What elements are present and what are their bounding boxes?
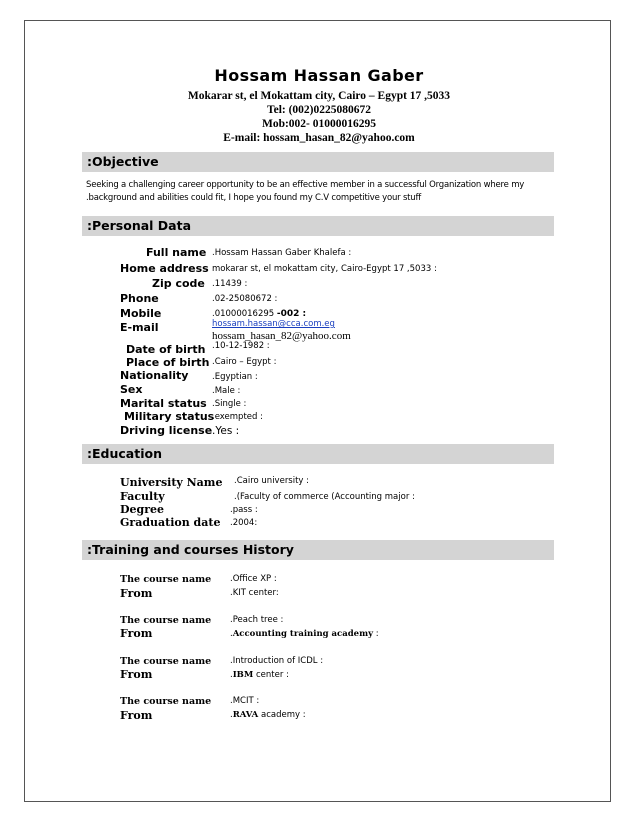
value-from: .Accounting training academy : (230, 629, 379, 639)
value-graduation-date: .2004: (230, 518, 258, 528)
value-university-name: .Cairo university : (234, 476, 310, 486)
value-driving-license: .Yes : (212, 425, 240, 437)
value-faculty: .(Faculty of commerce (Accounting major : (234, 492, 415, 502)
value-from: .IBM center : (230, 670, 289, 680)
label-faculty: Faculty (120, 490, 165, 503)
value-date-of-birth: .10-12-1982 : (212, 341, 270, 351)
value-nationality: .Egyptian : (212, 372, 258, 382)
value-mobile: .01000016295 -002 : (212, 309, 307, 319)
label-phone: Phone (120, 292, 159, 305)
value-marital-status: .Single : (212, 399, 247, 409)
training-heading: :Training and courses History (82, 540, 554, 560)
value-phone: .02-25080672 : (212, 294, 278, 304)
header-mob: Mob:002- 01000016295 (261, 118, 377, 130)
value-place-of-birth: .Cairo – Egypt : (212, 357, 277, 367)
education-heading: :Education (82, 444, 554, 464)
label-full-name: Full name (146, 246, 207, 259)
value-course-name: .Introduction of ICDL : (230, 656, 324, 666)
value-from: .KIT center: (230, 588, 279, 598)
objective-line-1: Seeking a challenging career opportunity to be an effective member in a successful Organization where my (86, 180, 525, 190)
label-course-name: The course name (120, 696, 212, 707)
label-marital-status: Marital status (120, 397, 207, 410)
personal-data-heading: :Personal Data (82, 216, 554, 236)
label-nationality: Nationality (120, 369, 189, 382)
label-course-name: The course name (120, 656, 212, 667)
label-graduation-date: Graduation date (120, 516, 221, 529)
label-course-name: The course name (120, 615, 212, 626)
label-sex: Sex (120, 383, 143, 396)
label-date-of-birth: Date of birth (126, 343, 206, 356)
label-from: From (120, 627, 153, 640)
header-email: E-mail: hossam_hasan_82@yahoo.com (223, 132, 415, 144)
objective-line-2: .background and abilities could fit, I hope you found my C.V competitive your stuff (86, 193, 422, 203)
value-home-address: mokarar st, el mokattam city, Cairo-Egypt 17 ,5033 : (212, 264, 437, 274)
label-email: E-mail (120, 321, 159, 334)
value-degree: .pass : (230, 505, 258, 515)
value-course-name: .Office XP : (230, 574, 277, 584)
label-mobile: Mobile (120, 307, 162, 320)
label-university-name: University Name (120, 476, 223, 489)
email-link[interactable]: hossam.hassan@cca.com.eg (212, 319, 335, 329)
label-home-address: Home address (120, 262, 209, 275)
objective-heading: :Objective (82, 152, 554, 172)
value-military-status: .exempted : (212, 412, 263, 422)
value-full-name: .Hossam Hassan Gaber Khalefa : (212, 248, 352, 258)
value-zip-code: .11439 : (212, 279, 248, 289)
label-zip-code: Zip code (152, 277, 205, 290)
candidate-name: Hossam Hassan Gaber (214, 66, 424, 85)
label-degree: Degree (120, 503, 165, 516)
value-email-2: hossam_hasan_82@yahoo.com (212, 330, 351, 342)
label-from: From (120, 709, 153, 722)
value-course-name: .Peach tree : (230, 615, 284, 625)
value-from: .RAVA academy : (230, 710, 306, 720)
header-address: Mokarar st, el Mokattam city, Cairo – Egypt 17 ,5033 (187, 90, 451, 102)
label-driving-license: Driving license (120, 424, 213, 437)
label-place-of-birth: Place of birth (126, 356, 210, 369)
header-tel: Tel: (002)0225080672 (266, 104, 372, 116)
label-military-status: Military status (124, 410, 215, 423)
value-course-name: .MCIT : (230, 696, 260, 706)
label-course-name: The course name (120, 574, 212, 585)
value-sex: .Male : (212, 386, 241, 396)
label-from: From (120, 668, 153, 681)
label-from: From (120, 587, 153, 600)
